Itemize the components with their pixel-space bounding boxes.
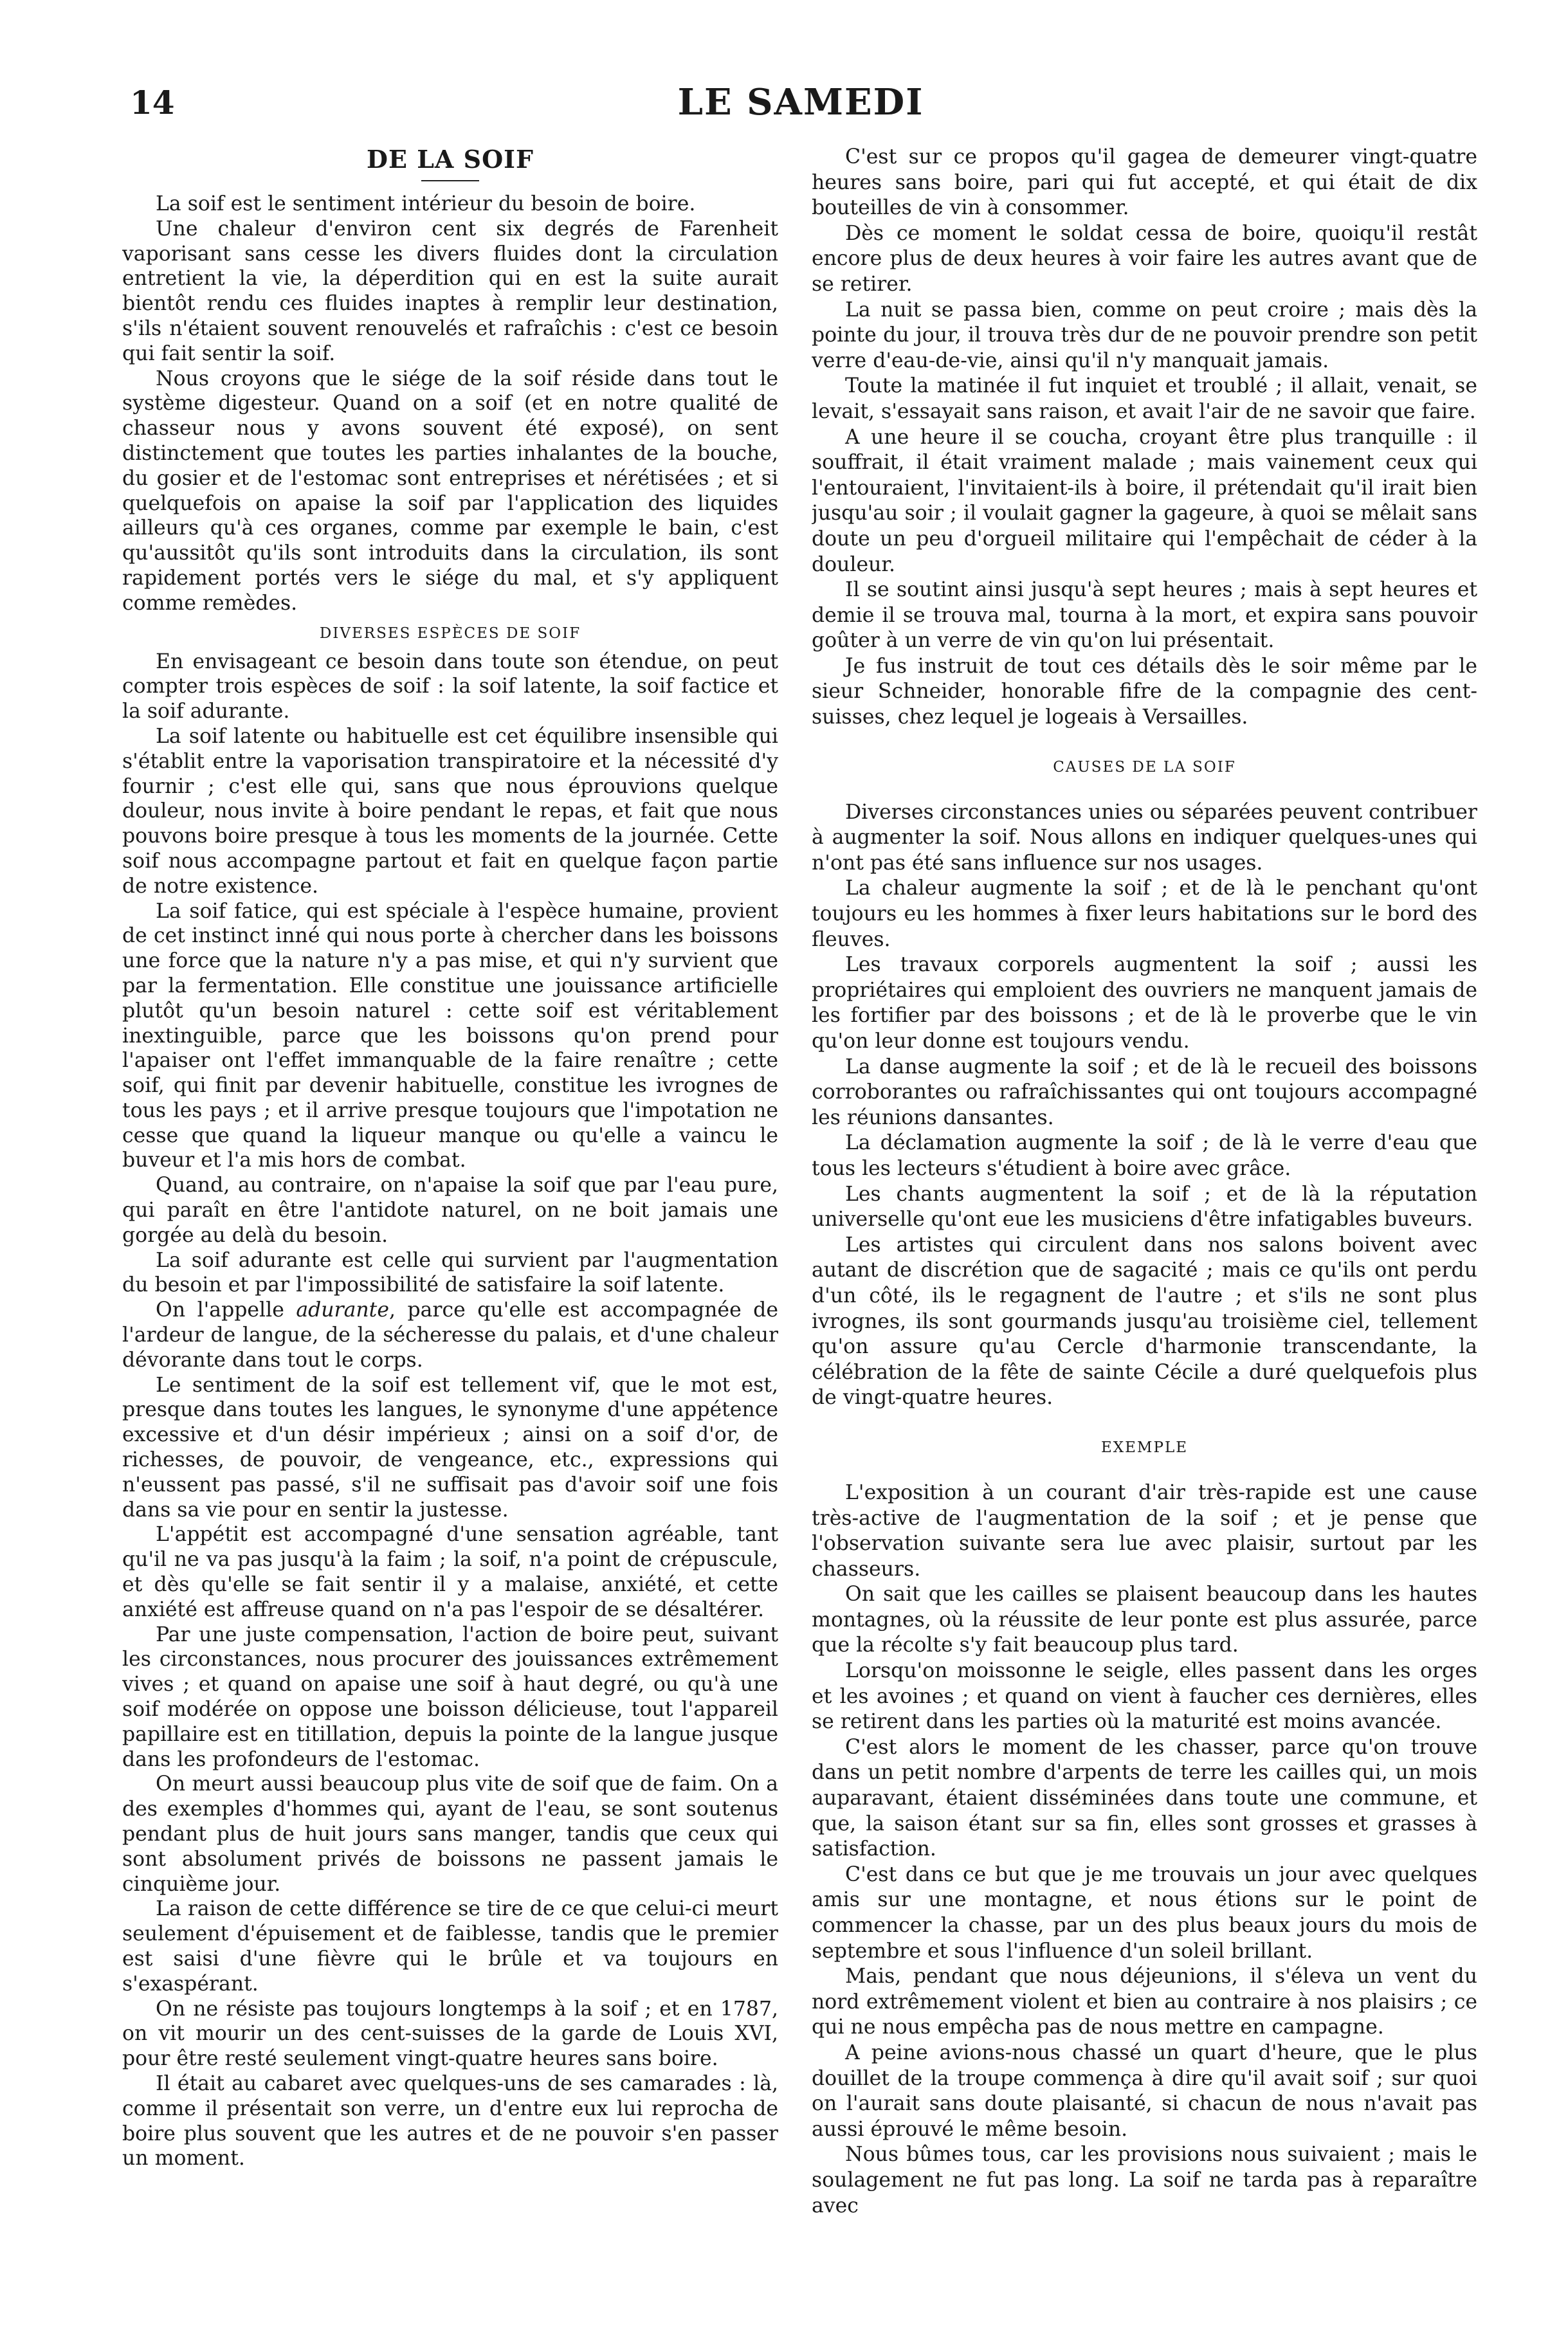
paragraph: C'est alors le moment de les chasser, parce qu'on trouve dans un petit nombre d'arpents de terre les cailles qui, un mois auparavant, étaient disséminées dans toute une commune, et que, la saison étant sur sa fin, elles sont grosses et grasses à satisfaction. (812, 1735, 1477, 1861)
adurante-suffix: , parce qu'elle est accompagnée de l'ardeur de langue, de la sécheresse du palais, et d'une chaleur dévorante dans tout le corps. (122, 1298, 778, 1372)
paragraph: Quand, au contraire, on n'apaise la soif que par l'eau pure, qui paraît en être l'antidote naturel, on ne boit jamais une gorgée au delà du besoin. (122, 1174, 778, 1247)
adurante-prefix: On l'appelle (156, 1298, 296, 1322)
paragraph: La chaleur augmente la soif ; et de là le penchant qu'ont toujours eu les hommes à fixer leurs habitations sur le bord des fleuves. (812, 877, 1477, 951)
paragraph: Diverses circonstances unies ou séparées peuvent contribuer à augmenter la soif. Nous allons en indiquer quelques-unes qui n'ont pas été sans influence sur nos usages. (812, 800, 1477, 875)
paragraph: La déclamation augmente la soif ; de là le verre d'eau que tous les lecteurs s'étudient à boire avec grâce. (812, 1131, 1477, 1180)
section-exemple-paragraphs (812, 1480, 1477, 2219)
intro-paragraphs (122, 192, 778, 616)
paragraph: Les artistes qui circulent dans nos salons boivent avec autant de discrétion que de sagacité ; mais ce qu'ils ont perdu d'un côté, ils le regagnent de l'autre ; et s'ils ne sont plus ivrognes, ils sont gourmands jusqu'au troisième ciel, tellement qu'on assure qu'au Cercle d'harmonie transcendante, la célébration de la fête de sainte Cécile a duré quelquefois plus de vingt-quatre heures. (812, 1233, 1477, 1410)
paragraph: Il était au cabaret avec quelques-uns de ses camarades : là, comme il présentait son verre, un d'entre eux lui reprocha de boire plus souvent que les autres et de ne pouvoir s'en passer un moment. (122, 2071, 778, 2171)
section-heading-causes: CAUSES DE LA SOIF (1053, 758, 1236, 776)
publication-title: LE SAMEDI (677, 81, 924, 123)
section-causes-paragraphs (812, 800, 1477, 1411)
paragraph: Par une juste compensation, l'action de boire peut, suivant les circonstances, nous procurer des jouissances extrêmement vives ; et quand on apaise une soif à haut degré, ou qu'à une soif modérée on oppose une boisson délicieuse, tout l'appareil papillaire est en titillation, depuis la pointe de la langue jusque dans les profondeurs de l'estomac. (122, 1623, 778, 1771)
paragraph: Je fus instruit de tout ces détails dès le soir même par le sieur Schneider, honorable fifre de la compagnie des cent-suisses, chez lequel je logeais à Versailles. (812, 654, 1477, 729)
right-column (812, 145, 1477, 2286)
paragraph: A peine avions-nous chassé un quart d'heure, que le plus douillet de la troupe commença à dire qu'il avait soif ; sur quoi on l'aurait sans doute plaisanté, si chacun de nous n'avait pas aussi éprouvé le même besoin. (812, 2041, 1477, 2141)
paragraph: L'appétit est accompagné d'une sensation agréable, tant qu'il ne va pas jusqu'à la faim ; la soif, n'a point de crépuscule, et dès qu'elle se fait sentir il y a malaise, anxiété, et cette anxiété est affreuse quand on n'a pas l'espoir de se désaltérer. (122, 1523, 778, 1621)
section-heading-exemple: EXEMPLE (1100, 1439, 1189, 1456)
paragraph: La soif fatice, qui est spéciale à l'espèce humaine, provient de cet instinct inné qui nous porte à chercher dans les boissons une force que la nature n'y a pas mise, et qui n'y survient que par la fermentation. Elle constitue une jouissance artificielle plutôt qu'un besoin naturel : cette soif est véritablement inextinguible, parce que les boissons qu'on prend pour l'apaiser ont l'effet immanquable de la faire renaître ; cette soif, qui finit par devenir habituelle, constitue les ivrognes de tous les pays ; et il arrive presque toujours que l'impotation ne cesse que quand la liqueur manque ou qu'elle a vaincu le buveur et l'a mis hors de combat. (122, 899, 778, 1172)
paragraph: Nous croyons que le siége de la soif réside dans tout le système digesteur. Quand on a soif (et en notre qualité de chasseur nous y avons souvent été exposé), on sent distinctement que toutes les parties inhalantes de la bouche, du gosier et de l'estomac sont entreprises et nérétisées ; et si quelquefois on apaise la soif par l'application des liquides ailleurs qu'à ces organes, comme par exemple le bain, c'est qu'aussitôt qu'ils sont introduits dans la circulation, ils sont rapidement portés vers le siége du mal, et s'y appliquent comme remèdes. (122, 367, 778, 615)
paragraph: On sait que les cailles se plaisent beaucoup dans les hautes montagnes, où la réussite de leur ponte est plus assurée, parce que la récolte s'y fait beaucoup plus tard. (812, 1583, 1477, 1657)
article-title: DE LA SOIF (367, 145, 534, 174)
section-diverses-especes-continued (122, 1373, 778, 2172)
paragraph: Nous bûmes tous, car les provisions nous suivaient ; mais le soulagement ne fut pas long. La soif ne tarda pas à reparaître avec (812, 2143, 1477, 2217)
paragraph: Une chaleur d'environ cent six degrés de Farenheit vaporisant sans cesse les divers fluides dont la circulation entretient la vie, la déperdition qui en est la suite aurait bientôt rendu ces fluides inaptes à remplir leur destination, s'ils n'étaient souvent renouvelés et rafraîchis : c'est ce besoin qui fait sentir la soif. (122, 217, 778, 365)
paragraph: Le sentiment de la soif est tellement vif, que le mot est, presque dans toutes les langues, le synonyme d'une appétence excessive et d'un désir impérieux ; ainsi on a soif d'or, de richesses, de pouvoir, de vengeance, etc., expressions qui n'eussent pas passé, s'il ne suffisait pas d'avoir soif une fois dans sa vie pour en sentir la justesse. (122, 1373, 778, 1522)
paragraph: C'est sur ce propos qu'il gagea de demeurer vingt-quatre heures sans boire, pari qui fut accepté, et qui était de dix bouteilles de vin à consommer. (812, 145, 1477, 220)
paragraph-adurante (122, 1298, 778, 1372)
paragraph: La soif latente ou habituelle est cet équilibre insensible qui s'établit entre la vaporisation transpiratoire et la nécessité d'y fournir ; c'est elle qui, sans que nous éprouvions quelque douleur, nous invite à boire pendant le repas, et fait que nous pouvons boire presque à tous les moments de la journée. Cette soif nous accompagne partout et fait en quelque façon partie de notre existence. (122, 724, 778, 898)
paragraph: C'est dans ce but que je me trouvais un jour avec quelques amis sur une montagne, et nous étions sur le point de commencer la chasse, par un des plus beaux jours du mois de septembre et sous l'influence d'un soleil brillant. (812, 1862, 1477, 1963)
left-column (122, 145, 778, 2286)
paragraph: En envisageant ce besoin dans toute son étendue, on peut compter trois espèces de soif : la soif latente, la soif factice et la soif adurante. (122, 650, 778, 724)
title-rule (421, 180, 479, 181)
page-header (122, 77, 1479, 129)
paragraph: Toute la matinée il fut inquiet et troublé ; il allait, venait, se levait, s'essayait sans raison, et avait l'air de ne savoir que faire. (812, 374, 1477, 423)
paragraph: La soif est le sentiment intérieur du besoin de boire. (156, 192, 696, 215)
paragraph: La danse augmente la soif ; et de là le recueil des boissons corroborantes ou rafraîchissantes qui ont toujours accompagné les réunions dansantes. (812, 1055, 1477, 1129)
paragraph: La soif adurante est celle qui survient par l'augmentation du besoin et par l'impossibilité de satisfaire la soif latente. (122, 1248, 778, 1297)
continuation-paragraphs (812, 145, 1477, 731)
paragraph: L'exposition à un courant d'air très-rapide est une cause très-active de l'augmentation de la soif ; et je pense que l'observation suivante sera lue avec plaisir, surtout par les chasseurs. (812, 1480, 1477, 1581)
section-diverses-especes-paragraphs (122, 650, 778, 1298)
paragraph: On ne résiste pas toujours longtemps à la soif ; et en 1787, on vit mourir un des cent-suisses de la garde de Louis XVI, pour être resté seulement vingt-quatre heures sans boire. (122, 1997, 778, 2071)
paragraph: Les chants augmentent la soif ; et de là la réputation universelle qu'ont eue les musiciens d'être infatigables buveurs. (812, 1182, 1477, 1232)
paragraph: Lorsqu'on moissonne le seigle, elles passent dans les orges et les avoines ; et quand on vient à faucher ces dernières, elles se retirent dans les parties où la maturité est moins avancée. (812, 1659, 1477, 1734)
page-number: 14 (130, 84, 175, 122)
paragraph: Les travaux corporels augmentent la soif ; aussi les propriétaires qui emploient des ouvriers ne manquent jamais de les fortifier par des boissons ; et de là le proverbe que le vin qu'on leur donne est toujours vendu. (812, 953, 1477, 1053)
adurante-term: adurante (296, 1298, 389, 1322)
section-heading-diverses-especes: DIVERSES ESPÈCES DE SOIF (319, 624, 581, 642)
paragraph: La nuit se passa bien, comme on peut croire ; mais dès la pointe du jour, il trouva très dur de ne pouvoir prendre son petit verre d'eau-de-vie, ainsi qu'il n'y manquait jamais. (812, 298, 1477, 372)
paragraph: A une heure il se coucha, croyant être plus tranquille : il souffrait, il était vraiment malade ; mais vainement ceux qui l'entouraient, l'invitaient-ils à boire, il prétendait qu'il irait bien jusqu'au soir ; il voulait gagner la gageure, à quoi se mêlait sans doute un peu d'orgueil militaire qui l'empêchait de céder à la douleur. (812, 425, 1477, 576)
paragraph: Mais, pendant que nous déjeunions, il s'éleva un vent du nord extrêmement violent et bien au contraire à nos plaisirs ; ce qui ne nous empêcha pas de nous mettre en campagne. (812, 1965, 1477, 2039)
paragraph: La raison de cette différence se tire de ce que celui-ci meurt seulement d'épuisement et de faiblesse, tandis que le premier est saisi d'une fièvre qui le brûle et va toujours en s'exaspérant. (122, 1897, 778, 1996)
paragraph: On meurt aussi beaucoup plus vite de soif que de faim. On a des exemples d'hommes qui, ayant de l'eau, se sont soutenus pendant plus de huit jours sans manger, tandis que ceux qui sont absolument privés de boissons ne passent jamais le cinquième jour. (122, 1772, 778, 1896)
paragraph: Il se soutint ainsi jusqu'à sept heures ; mais à sept heures et demie il se trouva mal, tourna à la mort, et expira sans pouvoir goûter à un verre de vin qu'on lui présentait. (812, 578, 1477, 653)
paragraph: Dès ce moment le soldat cessa de boire, quoiqu'il restât encore plus de deux heures à voir faire les autres avant que de se retirer. (812, 221, 1477, 296)
